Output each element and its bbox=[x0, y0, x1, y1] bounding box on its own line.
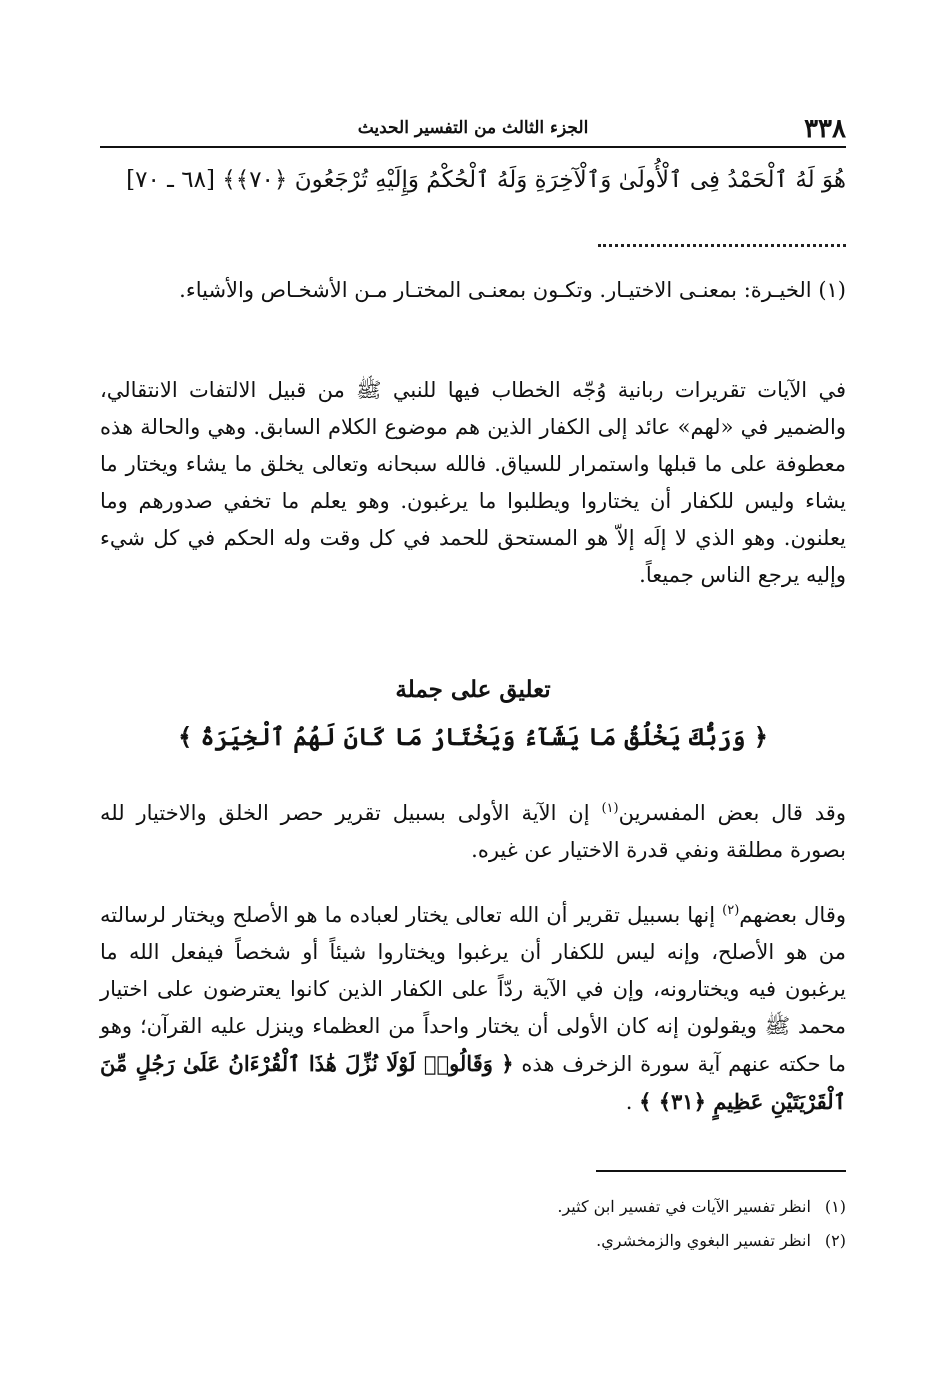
footnotes bbox=[100, 1190, 846, 1258]
explanation-paragraph: في الآيات تقريرات ربانية وُجّه الخطاب فيها للنبي ﷺ من قبيل الالتفات الانتقالي، والضمير في «لهم» عائد إلى الكفار الذين هم موضوع الكلام السابق. وهي والحالة هذه معطوفة على ما قبلها واستمرار للسياق. فالله سبحانه وتعالى يخلق ما يشاء ويختار ما يشاء وليس للكفار أن يختاروا ويطلبوا ما يرغبون. وهو يعلم ما تخفي صدورهم وما يعلنون. وهو الذي لا إلَه إلاّ هو المستحق للحمد في كل وقت وله الحكم في كل شيء وإليه يرجع الناس جميعاً. bbox=[100, 378, 846, 587]
page-header bbox=[100, 112, 846, 148]
quran-verse-line: هُوَ لَهُ ٱلْحَمْدُ فِى ٱلْأُولَىٰ وَٱلْآخِرَةِ وَلَهُ ٱلْحُكْمُ وَإِلَيْهِ تُرْجَعُونَ ﴿٧٠﴾﴾ [٦٨ ـ ٧٠] bbox=[126, 167, 846, 193]
quran-quote: ﴿ وَقَالُوا۟ لَوْلَا نُزِّلَ هَٰذَا ٱلْقُرْءَانُ عَلَىٰ رَجُلٍ مِّنَ ٱلْقَرْيَتَيْنِ عَظِيمٍ ﴿٣١﴾ ﴾ bbox=[100, 1051, 846, 1114]
commentary-paragraph-2 bbox=[100, 892, 846, 1121]
section-heading: تعليق على جملة bbox=[395, 676, 551, 703]
glossary-note: (١) الخيـرة: بمعنـى الاختيـار. وتكـون بمعنـى المختـار مـن الأشخـاص والأشياء. bbox=[179, 278, 846, 302]
section-verse: ﴿ وَرَبُّكَ يَخْلُقُ مَا يَشَآءُ وَيَخْتَارُ مَا كَانَ لَهُمُ ٱلْخِيَرَةُ ﴾ bbox=[178, 722, 768, 751]
page-number: ٣٣٨ bbox=[804, 114, 846, 144]
footnote-item bbox=[100, 1224, 846, 1258]
footnote-divider bbox=[596, 1170, 846, 1172]
paragraph-text: وقال بعضهم bbox=[739, 903, 846, 927]
paragraph-text: إنها بسبيل تقرير أن الله تعالى يختار لعباده ما هو الأصلح ويختار لرسالته من هو الأصلح، وإنه ليس للكفار أن يرغبوا ويختاروا شيئاً أو شخصاً فيفعل الله ما يرغبون فيه ويختارونه، وإن في الآية ردّاً على الكفار الذين كانوا يعترضون على اختيار محمد ﷺ ويقولون إنه كان الأولى أن يختار واحداً من العظماء وينزل عليه القرآن؛ وهو ما حكته عنهم آية سورة الزخرف هذه bbox=[100, 903, 846, 1076]
dotted-separator bbox=[598, 232, 846, 247]
footnote-number: (٢) bbox=[824, 1231, 846, 1250]
running-title: الجزء الثالث من التفسير الحديث bbox=[357, 118, 589, 138]
footnote-ref: (١) bbox=[601, 801, 619, 816]
paragraph-text: وقد قال بعض المفسرين bbox=[618, 801, 846, 825]
footnote-number: (١) bbox=[824, 1197, 846, 1216]
commentary-paragraph-1 bbox=[100, 790, 846, 869]
footnote-text: انظر تفسير البغوي والزمخشري. bbox=[596, 1231, 811, 1250]
footnote-ref: (٢) bbox=[722, 903, 740, 918]
footnote-text: انظر تفسير الآيات في تفسير ابن كثير. bbox=[557, 1197, 811, 1216]
paragraph-end: . bbox=[625, 1090, 640, 1114]
paragraph-text: إن الآية الأولى بسبيل تقرير حصر الخلق والاختيار لله بصورة مطلقة ونفي قدرة الاختيار عن غيره. bbox=[100, 801, 846, 862]
footnote-item bbox=[100, 1190, 846, 1224]
